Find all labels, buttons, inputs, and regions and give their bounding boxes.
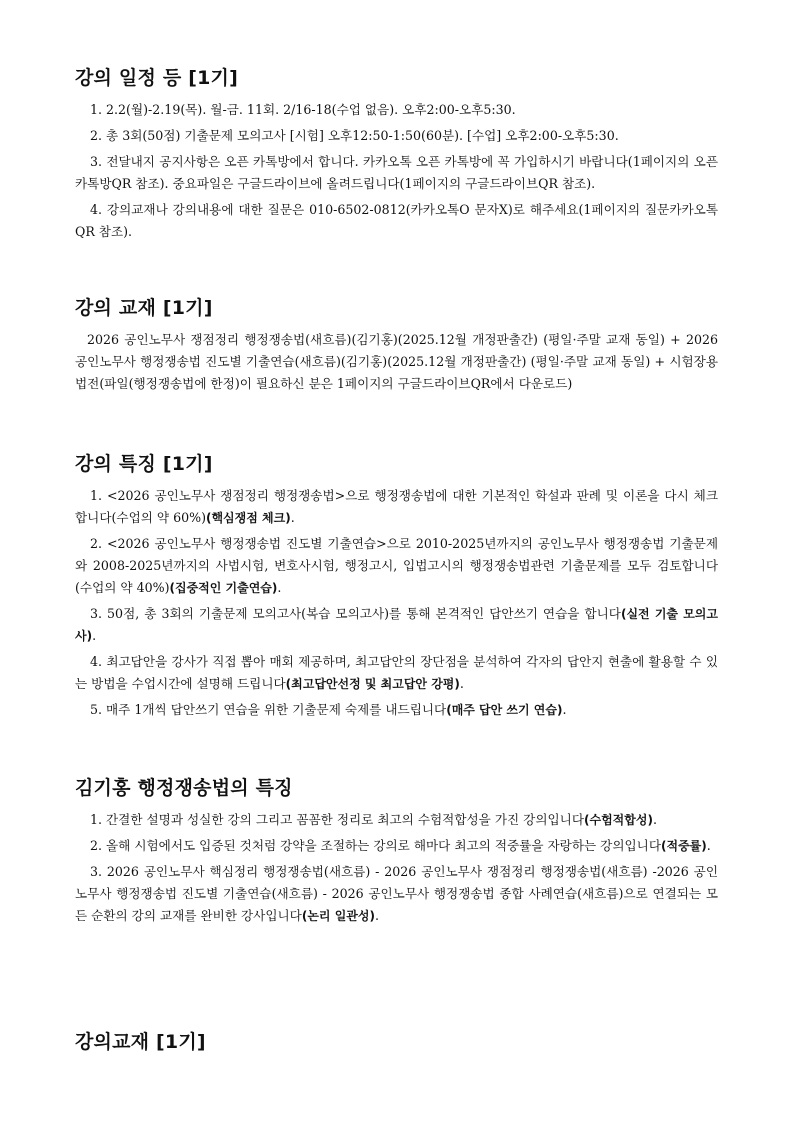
schedule-heading: 강의 일정 등 [1기] xyxy=(75,67,238,89)
feature-text: 5. 매주 1개씩 답안쓰기 연습을 위한 기출문제 숙제를 내드립니다 xyxy=(90,702,447,717)
feature-highlight: (실전 기출 모의고사) xyxy=(75,607,718,643)
instructor-item xyxy=(75,835,718,857)
instructor-item xyxy=(75,809,718,831)
schedule-section xyxy=(75,66,718,243)
feature-text: 4. 최고답안을 강사가 직접 뽑아 매회 제공하며, 최고답안의 장단점을 분석하여 각자의 답안지 현출에 활용할 수 있는 방법을 수업시간에 설명해 드립니다 xyxy=(75,654,718,691)
features-section xyxy=(75,452,718,721)
feature-item xyxy=(75,651,718,695)
instructor-tail: . xyxy=(652,812,657,827)
textbook2-section xyxy=(75,1030,718,1063)
textbook-text: 2026 공인노무사 쟁점정리 행정쟁송법(새흐름)(김기홍)(2025.12월 개정판출간) (평일·주말 교재 동일) + 2026 공인노무사 행정쟁송법 진도별 기출연습(새흐름)(김기홍)(2025.12월 개정판출간) (평일·주말 교재 동일) + 시험장용 법전(파일(행정쟁송법에 한정)이 필요하신 분은 1페이지의 구글드라이브QR에서 다운로드) xyxy=(75,332,718,391)
instructor-text: 1. 간결한 설명과 성실한 강의 그리고 꼼꼼한 정리로 최고의 수험적합성을 가진 강의입니다 xyxy=(90,812,585,827)
schedule-item: 3. 전달내지 공지사항은 오픈 카톡방에서 합니다. 카카오톡 오픈 카톡방에 꼭 가입하시기 바랍니다(1페이지의 오픈카톡방QR 참조). 중요파일은 구글드라이브에 올려드립니다(1페이지의 구글드라이브QR 참조). xyxy=(75,154,718,191)
feature-highlight: (집중적인 기출연습) xyxy=(169,581,278,595)
instructor-text: 3. 2026 공인노무사 핵심정리 행정쟁송법(새흐름) - 2026 공인노무사 쟁점정리 행정쟁송법(새흐름) -2026 공인노무사 행정쟁송법 진도별 기출연습(새흐름) - 2026 공인노무사 행정쟁송법 종합 사례연습(새흐름)으로 연결되는 모든 순환의 강의 교재를 완비한 강사입니다 xyxy=(75,864,718,923)
features-heading: 강의 특징 [1기] xyxy=(75,453,213,475)
feature-tail: . xyxy=(277,580,282,595)
instructor-heading: 김기홍 행정쟁송법의 특징 xyxy=(75,777,293,799)
feature-highlight: (핵심쟁점 체크) xyxy=(205,511,291,525)
feature-highlight: (최고답안선정 및 최고답안 강평) xyxy=(285,677,460,691)
feature-item xyxy=(75,485,718,529)
instructor-highlight: (논리 일관성) xyxy=(301,909,375,923)
instructor-highlight: (수험적합성) xyxy=(584,813,653,827)
schedule-item: 2. 총 3회(50점) 기출문제 모의고사 [시험] 오후12:50-1:50(60분). [수업] 오후2:00-오후5:30. xyxy=(90,128,619,143)
textbook2-heading: 강의교재 [1기] xyxy=(75,1031,206,1053)
feature-tail: . xyxy=(562,702,567,717)
instructor-section xyxy=(75,776,718,927)
instructor-highlight: (적중률) xyxy=(661,839,707,853)
feature-text: 2. <2026 공인노무사 행정쟁송법 진도별 기출연습>으로 2010-2025년까지의 공인노무사 행정쟁송법 기출문제와 2008-2025년까지의 사법시험, 변호사시험, 행정고시, 입법고시의 행정쟁송법관련 기출문제를 모두 검토합니다(수업의 약 40%) xyxy=(75,536,718,595)
schedule-item: 4. 강의교재나 강의내용에 대한 질문은 010-6502-0812(카카오톡O 문자X)로 해주세요(1페이지의 질문카카오톡QR 참조). xyxy=(75,202,718,239)
feature-item xyxy=(75,699,718,721)
textbook-heading: 강의 교재 [1기] xyxy=(75,297,213,319)
instructor-item xyxy=(75,861,718,927)
feature-text: 3. 50점, 총 3회의 기출문제 모의고사(복습 모의고사)를 통해 본격적인 답안쓰기 연습을 합니다 xyxy=(90,606,621,621)
feature-tail: . xyxy=(459,676,464,691)
feature-highlight: (매주 답안 쓰기 연습) xyxy=(446,703,563,717)
feature-tail: . xyxy=(92,628,97,643)
schedule-item: 1. 2.2(월)-2.19(목). 월-금. 11회. 2/16-18(수업 없음). 오후2:00-오후5:30. xyxy=(90,102,516,117)
instructor-text: 2. 올해 시험에서도 입증된 것처럼 강약을 조절하는 강의로 해마다 최고의 적중률을 자랑하는 강의입니다 xyxy=(90,838,662,853)
instructor-tail: . xyxy=(374,908,379,923)
feature-item xyxy=(75,533,718,599)
feature-item xyxy=(75,603,718,647)
feature-tail: . xyxy=(290,510,295,525)
textbook-section xyxy=(75,296,718,395)
instructor-tail: . xyxy=(706,838,711,853)
feature-text: 1. <2026 공인노무사 쟁점정리 행정쟁송법>으로 행정쟁송법에 대한 기본적인 학설과 판례 및 이론을 다시 체크합니다(수업의 약 60%) xyxy=(75,488,718,525)
